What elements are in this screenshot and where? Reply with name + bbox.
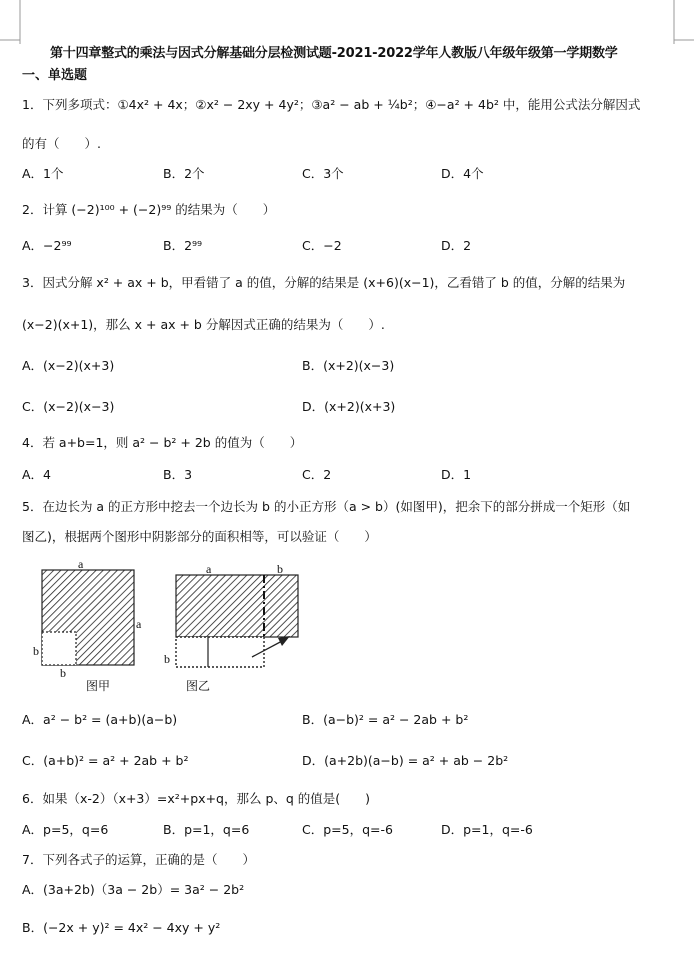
- q5-option-d[interactable]: D．(a+2b)(a−b) = a² + ab − 2b²: [302, 753, 509, 768]
- q1-option-b[interactable]: B．2个: [163, 166, 205, 181]
- question-3-stem-cont: (x−2)(x+1)，那么 x + ax + b 分解因式正确的结果为（ ）.: [22, 317, 385, 332]
- question-4-stem: 4．若 a+b=1，则 a² − b² + 2b 的值为（ ）: [22, 435, 303, 450]
- fig1-cutout-square: [42, 632, 76, 665]
- fig2-label-b-left: b: [164, 652, 170, 666]
- question-1-stem-cont: 的有（ ）.: [22, 136, 101, 151]
- fig2-caption: 图乙: [186, 679, 211, 693]
- question-5-stem: 5．在边长为 a 的正方形中挖去一个边长为 b 的小正方形（a > b）(如图甲)，把余下的部分拼成一个矩形（如: [22, 499, 631, 514]
- q3-option-d[interactable]: D．(x+2)(x+3): [302, 399, 396, 414]
- q4-option-c[interactable]: C．2: [302, 467, 332, 482]
- q1-option-c[interactable]: C．3个: [302, 166, 344, 181]
- q6-option-d[interactable]: D．p=1，q=-6: [441, 822, 533, 837]
- q1-option-a[interactable]: A．1个: [22, 166, 64, 181]
- fig2-label-a: a: [206, 562, 212, 576]
- section-heading: 一、单选题: [22, 68, 88, 83]
- q6-option-a[interactable]: A．p=5，q=6: [22, 822, 109, 837]
- crop-mark-top-right: [670, 0, 694, 46]
- q3-option-a[interactable]: A．(x−2)(x+3): [22, 358, 115, 373]
- fig1-label-b-left: b: [33, 644, 39, 658]
- question-5-stem-cont: 图乙)，根据两个图形中阴影部分的面积相等，可以验证（ ）: [22, 529, 377, 544]
- q4-option-d[interactable]: D．1: [441, 467, 472, 482]
- crop-mark-top-left: [0, 0, 24, 46]
- q3-option-c[interactable]: C．(x−2)(x−3): [22, 399, 115, 414]
- question-3-stem: 3．因式分解 x² + ax + b，甲看错了 a 的值，分解的结果是 (x+6)(x−1)，乙看错了 b 的值，分解的结果为: [22, 275, 626, 290]
- fig1-caption: 图甲: [86, 679, 111, 693]
- question-7-stem: 7．下列各式子的运算，正确的是（ ）: [22, 852, 255, 867]
- q2-option-a[interactable]: A．−2⁹⁹: [22, 238, 72, 253]
- q5-option-a[interactable]: A．a² − b² = (a+b)(a−b): [22, 712, 178, 727]
- fig1-label-a-right: a: [136, 617, 142, 631]
- question-6-stem: 6．如果（x-2）（x+3）=x²+px+q，那么 p、q 的值是( ): [22, 791, 371, 806]
- fig2-dotted-strip: [176, 637, 264, 667]
- fig2-rectangle: [176, 575, 298, 637]
- q4-option-a[interactable]: A．4: [22, 467, 52, 482]
- q7-option-b[interactable]: B．(−2x + y)² = 4x² − 4xy + y²: [22, 920, 221, 935]
- q7-option-a[interactable]: A．(3a+2b)（3a − 2b）= 3a² − 2b²: [22, 882, 245, 897]
- question-2-stem: 2．计算 (−2)¹⁰⁰ + (−2)⁹⁹ 的结果为（ ）: [22, 202, 276, 217]
- q2-option-d[interactable]: D．2: [441, 238, 472, 253]
- fig1-label-a-top: a: [78, 557, 84, 571]
- q1-option-d[interactable]: D．4个: [441, 166, 484, 181]
- q6-option-c[interactable]: C．p=5，q=-6: [302, 822, 393, 837]
- q5-option-c[interactable]: C．(a+b)² = a² + 2ab + b²: [22, 753, 189, 768]
- question-5-figure: [28, 560, 318, 695]
- q5-option-b[interactable]: B．(a−b)² = a² − 2ab + b²: [302, 712, 469, 727]
- question-1-stem: 1．下列多项式：①4x² + 4x；②x² − 2xy + 4y²；③a² − ab + ¼b²；④−a² + 4b² 中，能用公式法分解因式: [22, 97, 641, 112]
- fig2-label-b-top: b: [277, 562, 283, 576]
- q2-option-b[interactable]: B．2⁹⁹: [163, 238, 203, 253]
- document-title: 第十四章整式的乘法与因式分解基础分层检测试题-2021-2022学年人教版八年级年级第一学期数学: [50, 46, 618, 61]
- q6-option-b[interactable]: B．p=1，q=6: [163, 822, 250, 837]
- q3-option-b[interactable]: B．(x+2)(x−3): [302, 358, 395, 373]
- fig1-label-b-bottom: b: [60, 666, 66, 680]
- q2-option-c[interactable]: C．−2: [302, 238, 342, 253]
- q4-option-b[interactable]: B．3: [163, 467, 193, 482]
